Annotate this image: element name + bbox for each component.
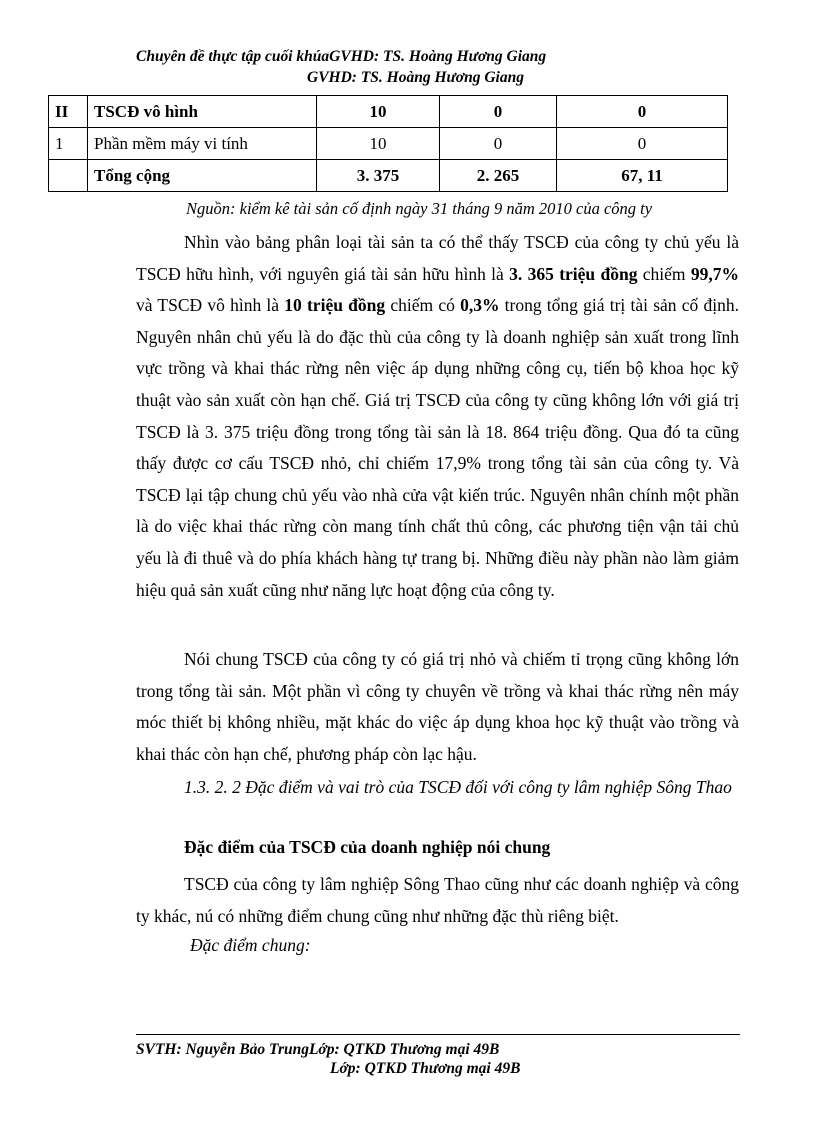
row-value-2: 0 — [440, 128, 557, 160]
footer-line-2: Lớp: QTKD Thương mại 49B — [330, 1060, 521, 1077]
paragraph-1-bold-1: 3. 365 triệu đồng — [509, 263, 638, 284]
paragraph-1-bold-4: 0,3% — [460, 295, 500, 316]
table-row — [49, 160, 728, 192]
paragraph-1-text-4: chiếm có — [385, 295, 461, 316]
paragraph-2: Nói chung TSCĐ của công ty có giá trị nhỏ và chiếm tỉ trọng cũng không lớn trong tổng tài sản. Một phần vì công ty chuyên về trồng và khai thác rừng nên máy móc thiết bị không nhiều, mặt khác do việc áp dụng khoa học kỹ thuật vào trồng và khai thác còn hạn chế, phương pháp còn lạc hậu. — [136, 649, 739, 764]
paragraph-1 — [136, 227, 739, 606]
row-name: Tổng cộng — [88, 160, 317, 192]
paragraph-1-bold-2: 99,7% — [690, 263, 739, 284]
row-value-3: 67, 11 — [557, 160, 728, 192]
table-source-note: Nguồn: kiểm kê tài sản cố định ngày 31 tháng 9 năm 2010 của công ty — [186, 199, 653, 218]
paragraph-1-text-3: và TSCĐ vô hình là — [136, 295, 285, 316]
subheading-2: Đặc điểm chung: — [190, 935, 311, 955]
row-number — [49, 160, 88, 192]
paragraph-1-text-5: trong tổng giá trị tài sản cố định. Nguyên nhân chủ yếu là do đặc thù của công ty là doanh nghiệp sản xuất trong lĩnh vực trồng và khai thác rừng nên việc áp dụng những công cụ, tiến bộ khoa học kỹ thuật vào sản xuất còn hạn chế. Giá trị TSCĐ của công ty cũng không lớn với giá trị TSCĐ là 3. 375 triệu đồng trong tổng tài sản là 18. 864 triệu đồng. Qua đó ta cũng thấy được cơ cấu TSCĐ nhỏ, chỉ chiếm 17,9% trong tổng tài sản của công ty. Và TSCĐ lại tập chung chủ yếu vào nhà cửa vật kiến trúc. Nguyên nhân chính một phần là do việc khai thác rừng còn mang tính chất thủ công, các phương tiện vận tải chủ yếu là đi thuê và do phía khách hàng tự trang bị. Những điều này phần nào làm giảm hiệu quả sản xuất cũng như năng lực hoạt động của công ty. — [136, 295, 739, 600]
row-number: II — [49, 96, 88, 128]
header-line-2: GVHD: TS. Hoàng Hương Giang — [307, 69, 524, 86]
footer-line-1: SVTH: Nguyễn Bảo TrungLớp: QTKD Thương mại 49B — [136, 1041, 500, 1058]
row-name: TSCĐ vô hình — [88, 96, 317, 128]
row-value-2: 2. 265 — [440, 160, 557, 192]
paragraph-1-text-1: Nhìn vào bảng phân loại tài sản ta có thể thấy TSCĐ của công ty chủ yếu là TSCĐ hữu hình, với nguyên giá tài sản hữu hình là — [136, 232, 739, 284]
footer-divider — [136, 1034, 740, 1035]
row-value-1: 10 — [317, 128, 440, 160]
subheading: Đặc điểm của TSCĐ của doanh nghiệp nói chung — [184, 837, 551, 857]
table-row — [49, 128, 728, 160]
table-row — [49, 96, 728, 128]
row-value-1: 10 — [317, 96, 440, 128]
row-value-2: 0 — [440, 96, 557, 128]
row-name: Phần mềm máy vi tính — [88, 128, 317, 160]
paragraph-3: TSCĐ của công ty lâm nghiệp Sông Thao cũng như các doanh nghiệp và công ty khác, nú có những điểm chung cũng như những đặc thù riêng biệt. — [136, 874, 739, 926]
asset-table — [48, 95, 728, 192]
row-number: 1 — [49, 128, 88, 160]
row-value-3: 0 — [557, 96, 728, 128]
header-line-1: Chuyên đề thực tập cuối khúaGVHD: TS. Hoàng Hương Giang — [136, 48, 547, 65]
paragraph-1-text-2: chiếm — [637, 263, 691, 284]
section-heading: 1.3. 2. 2 Đặc điểm và vai trò của TSCĐ đối với công ty lâm nghiệp Sông Thao — [184, 777, 732, 797]
row-value-3: 0 — [557, 128, 728, 160]
paragraph-1-bold-3: 10 triệu đồng — [284, 295, 386, 316]
row-value-1: 3. 375 — [317, 160, 440, 192]
